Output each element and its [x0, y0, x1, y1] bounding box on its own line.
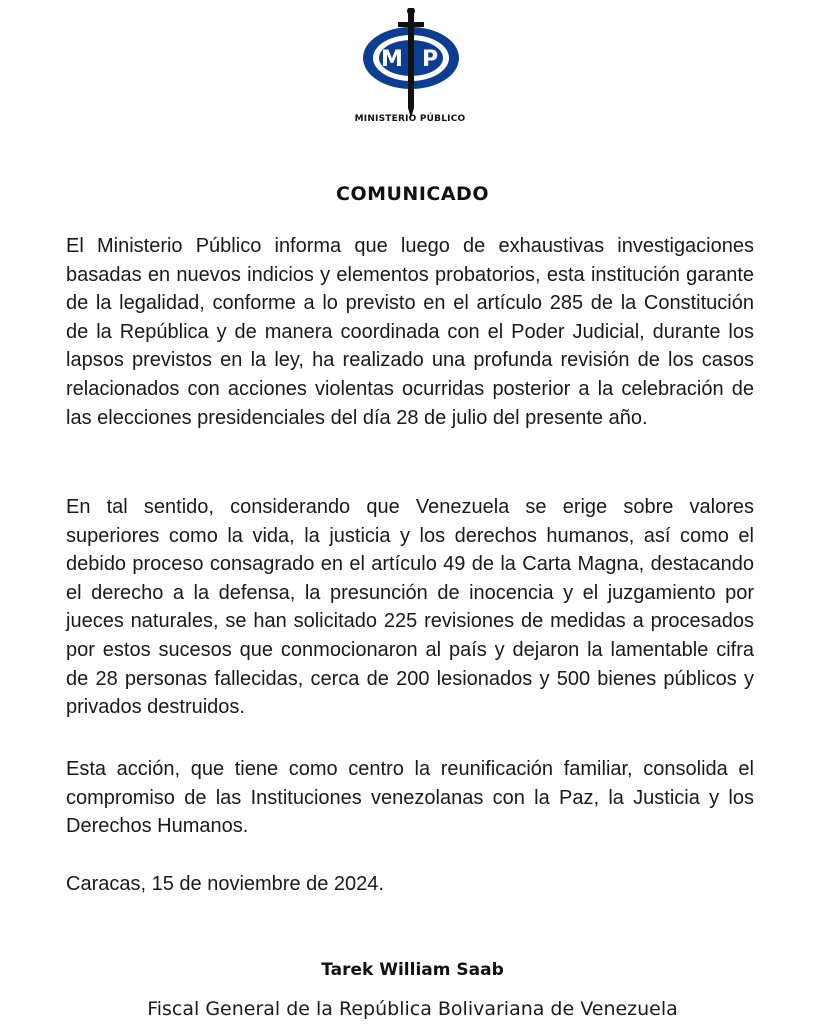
document-title: COMUNICADO — [336, 183, 489, 205]
date-line: Caracas, 15 de noviembre de 2024. — [66, 873, 384, 895]
signer-name: Tarek William Saab — [321, 960, 504, 980]
logo-initial-p: P — [421, 47, 439, 72]
paragraph-3: Esta acción, que tiene como centro la reunificación familiar, consolida el compromiso de las Instituciones venezolanas con la Paz, la Justicia y los Derechos Humanos. — [66, 758, 754, 838]
logo-initial-m: M — [381, 47, 403, 72]
seal-sword-icon — [335, 8, 485, 130]
ministerio-publico-logo — [335, 8, 485, 130]
paragraph-1: El Ministerio Público informa que luego de exhaustivas investigaciones basadas en nuevos indicios y elementos probatorios, esta institución garante de la legalidad, conforme a lo previsto en el artículo 285 de la Constitución de la República y de manera coordinada con el Poder Judicial, durante los lapsos previstos en la ley, ha realizado una profunda revisión de los casos relacionados con acciones violentas ocurridas posterior a la celebración de las elecciones presidenciales del día 28 de julio del presente año. — [66, 235, 754, 429]
paragraph-2: En tal sentido, considerando que Venezuela se erige sobre valores superiores como la vida, la justicia y los derechos humanos, así como el debido proceso consagrado en el artículo 49 de la Carta Magna, destacando el derecho a la defensa, la presunción de inocencia y el juzgamiento por jueces naturales, se han solicitado 225 revisiones de medidas a procesados por estos sucesos que conmocionaron al país y dejaron la lamentable cifra de 28 personas fallecidas, cerca de 200 lesionados y 500 bienes públicos y privados destruidos. — [66, 496, 754, 719]
logo-caption: MINISTERIO PÚBLICO — [354, 114, 466, 124]
signer-title: Fiscal General de la República Bolivariana de Venezuela — [147, 998, 678, 1020]
